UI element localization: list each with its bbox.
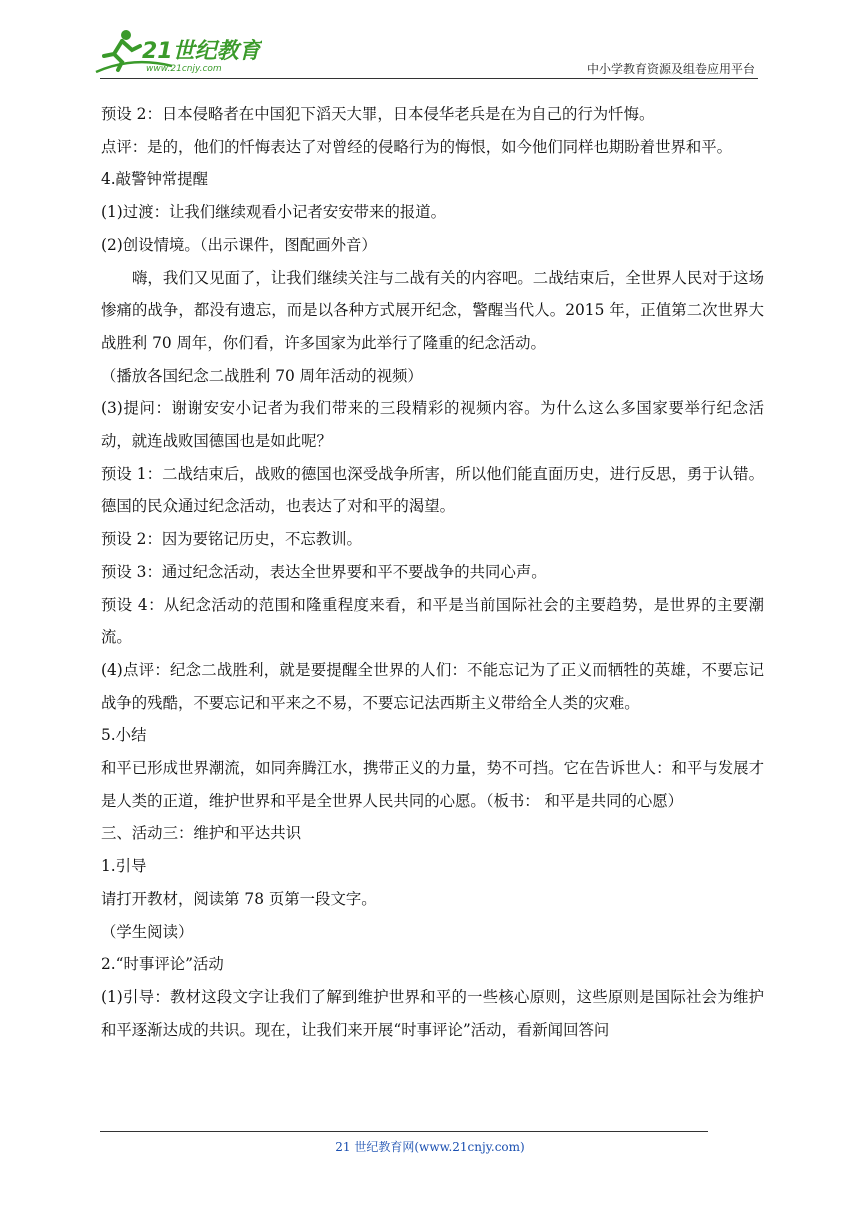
section-heading: 2.“时事评论”活动 xyxy=(101,955,224,974)
paragraph: 点评：是的，他们的忏悔表达了对曾经的侵略行为的悔恨，如今他们同样也期盼着世界和平。 xyxy=(101,137,733,156)
paragraph: 和平已形成世界潮流，如同奔腾江水，携带正义的力量，势不可挡。它在告诉世人：和平与发展才是人类的正道，维护世界和平是全世界人民共同的心愿。（板书： 和平是共同的心愿） xyxy=(101,759,764,810)
paragraph: 预设 3：通过纪念活动，表达全世界要和平不要战争的共同心声。 xyxy=(101,562,547,581)
paragraph: 预设 4：从纪念活动的范围和隆重程度来看，和平是当前国际社会的主要趋势，是世界的主要潮流。 xyxy=(101,595,764,647)
paragraph: 预设 2：因为要铭记历史，不忘教训。 xyxy=(101,530,362,549)
page-header xyxy=(0,0,860,80)
logo xyxy=(92,26,262,76)
logo-text: 21世纪教育 xyxy=(142,39,261,64)
paragraph: (1)引导：教材这段文字让我们了解到维护世界和平的一些核心原则，这些原则是国际社会为维护和平逐渐达成的共识。现在，让我们来开展“时事评论”活动，看新闻回答问 xyxy=(101,987,764,1039)
section-heading: 三、活动三：维护和平达共识 xyxy=(101,824,302,843)
paragraph: 预设 2：日本侵略者在中国犯下滔天大罪，日本侵华老兵是在为自己的行为忏悔。 xyxy=(101,105,655,123)
header-divider xyxy=(100,78,758,79)
footer-divider xyxy=(100,1131,708,1132)
paragraph: 预设 1：二战结束后，战败的德国也深受战争所害，所以他们能直面历史，进行反思，勇于认错。德国的民众通过纪念活动，也表达了对和平的渴望。 xyxy=(101,464,764,516)
paragraph: 请打开教材，阅读第 78 页第一段文字。 xyxy=(101,889,377,908)
logo-url: www.21cnjy.com xyxy=(146,64,222,74)
document-body xyxy=(101,98,764,1046)
paragraph: (1)过渡：让我们继续观看小记者安安带来的报道。 xyxy=(101,203,447,222)
section-heading: 1.引导 xyxy=(101,857,147,876)
section-heading: 4.敲警钟常提醒 xyxy=(101,170,209,189)
paragraph: (2)创设情境。（出示课件，图配画外音） xyxy=(101,235,377,254)
section-heading: 5.小结 xyxy=(101,726,147,745)
paragraph: (3)提问：谢谢安安小记者为我们带来的三段精彩的视频内容。为什么这么多国家要举行纪念活动，就连战败国德国也是如此呢？ xyxy=(101,399,764,451)
paragraph: (4)点评：纪念二战胜利，就是要提醒全世界的人们：不能忘记为了正义而牺牲的英雄，不要忘记战争的残酷，不要忘记和平来之不易，不要忘记法西斯主义带给全人类的灾难。 xyxy=(101,660,764,712)
platform-name: 中小学教育资源及组卷应用平台 xyxy=(586,62,755,76)
paragraph: （播放各国纪念二战胜利 70 周年活动的视频） xyxy=(101,366,423,385)
paragraph: （学生阅读） xyxy=(101,922,194,941)
footer-link[interactable]: 21 世纪教育网(www.21cnjy.com) xyxy=(335,1140,525,1154)
paragraph: 嗨，我们又见面了，让我们继续关注与二战有关的内容吧。二战结束后，全世界人民对于这场惨痛的战争，都没有遗忘，而是以各种方式展开纪念，警醒当代人。2015 年，正值第二次世界大战胜利 70 周年，你们看，许多国家为此举行了隆重的纪念活动。 xyxy=(101,268,764,352)
